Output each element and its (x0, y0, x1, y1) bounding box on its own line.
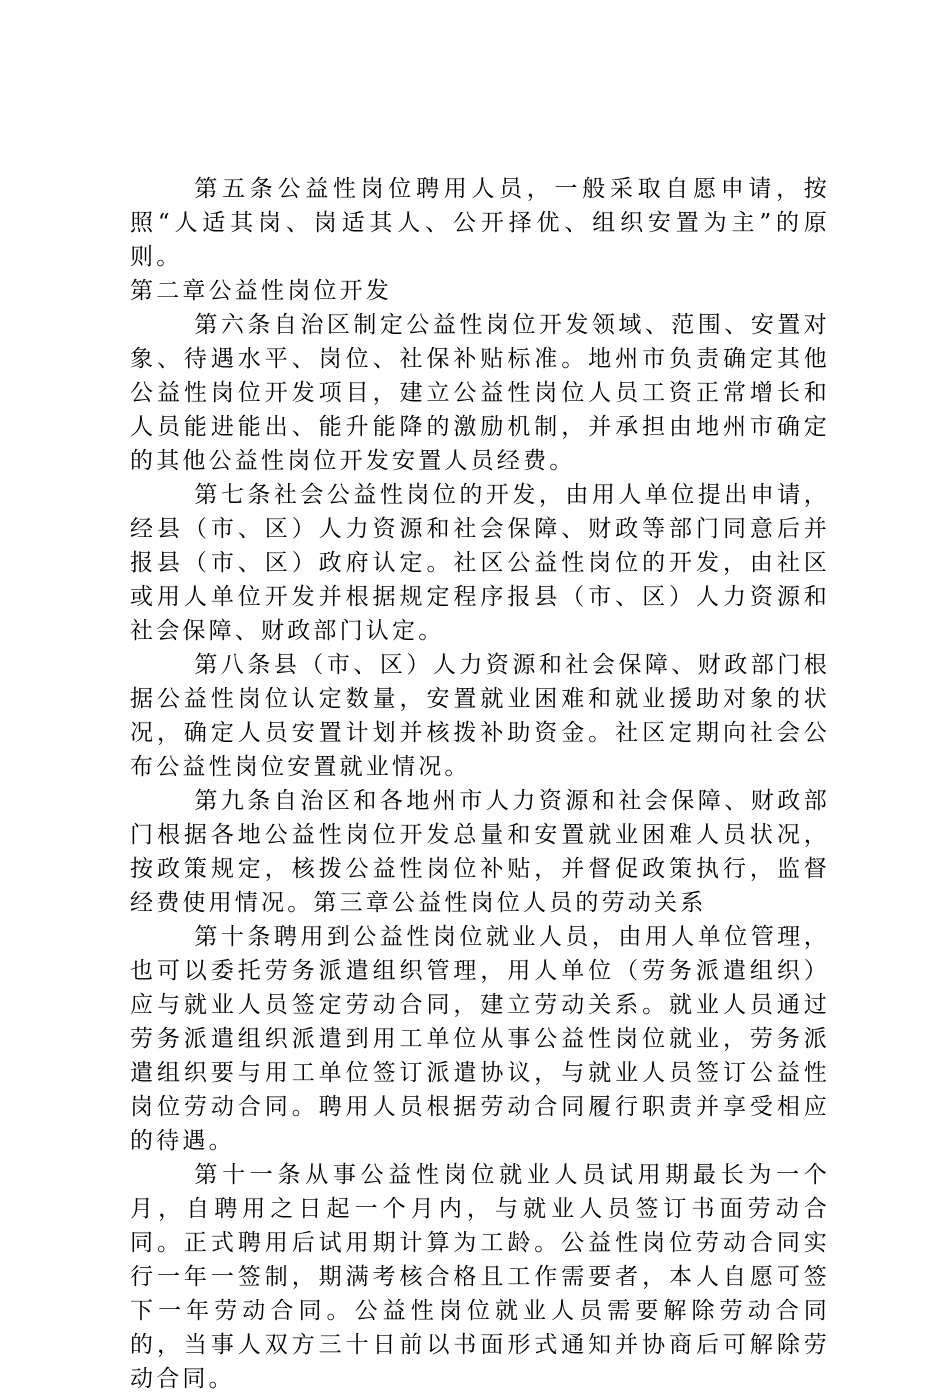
paragraph-article-6: 第六条自治区制定公益性岗位开发领域、范围、安置对象、待遇水平、岗位、社保补贴标准。地州市负责确定其他公益性岗位开发项目，建立公益性岗位人员工资正常增长和人员能进能出、能升能降的激励机制，并承担由地州市确定的其他公益性岗位开发安置人员经费。 (130, 312, 830, 474)
paragraph-article-5: 第五条公益性岗位聘用人员，一般采取自愿申请，按照“人适其岗、岗适其人、公开择优、组织安置为主”的原则。 (130, 176, 830, 270)
paragraph-article-10: 第十条聘用到公益性岗位就业人员，由用人单位管理，也可以委托劳务派遣组织管理，用人单位（劳务派遣组织）应与就业人员签定劳动合同，建立劳动关系。就业人员通过劳务派遣组织派遣到用工单位从事公益性岗位就业，劳务派遣组织要与用工单位签订派遣协议，与就业人员签订公益性岗位劳动合同。聘用人员根据劳动合同履行职责并享受相应的待遇。 (130, 924, 830, 1154)
paragraph-article-11: 第十一条从事公益性岗位就业人员试用期最长为一个月，自聘用之日起一个月内，与就业人员签订书面劳动合同。正式聘用后试用期计算为工龄。公益性岗位劳动合同实行一年一签制，期满考核合格且工作需要者，本人自愿可签下一年劳动合同。公益性岗位就业人员需要解除劳动合同的，当事人双方三十日前以书面形式通知并协商后可解除劳动合同。 (130, 1162, 830, 1392)
paragraph-article-9: 第九条自治区和各地州市人力资源和社会保障、财政部门根据各地公益性岗位开发总量和安置就业困难人员状况，按政策规定，核拨公益性岗位补贴，并督促政策执行，监督经费使用情况。第三章公益性岗位人员的劳动关系 (130, 788, 830, 916)
chapter-heading-2: 第二章公益性岗位开发 (130, 278, 392, 304)
document-body (130, 172, 830, 1396)
paragraph-article-7: 第七条社会公益性岗位的开发，由用人单位提出申请，经县（市、区）人力资源和社会保障、财政等部门同意后并报县（市、区）政府认定。社区公益性岗位的开发，由社区或用人单位开发并根据规定程序报县（市、区）人力资源和社会保障、财政部门认定。 (130, 482, 830, 644)
paragraph-article-8: 第八条县（市、区）人力资源和社会保障、财政部门根据公益性岗位认定数量，安置就业困难和就业援助对象的状况，确定人员安置计划并核拨补助资金。社区定期向社会公布公益性岗位安置就业情况。 (130, 652, 830, 780)
